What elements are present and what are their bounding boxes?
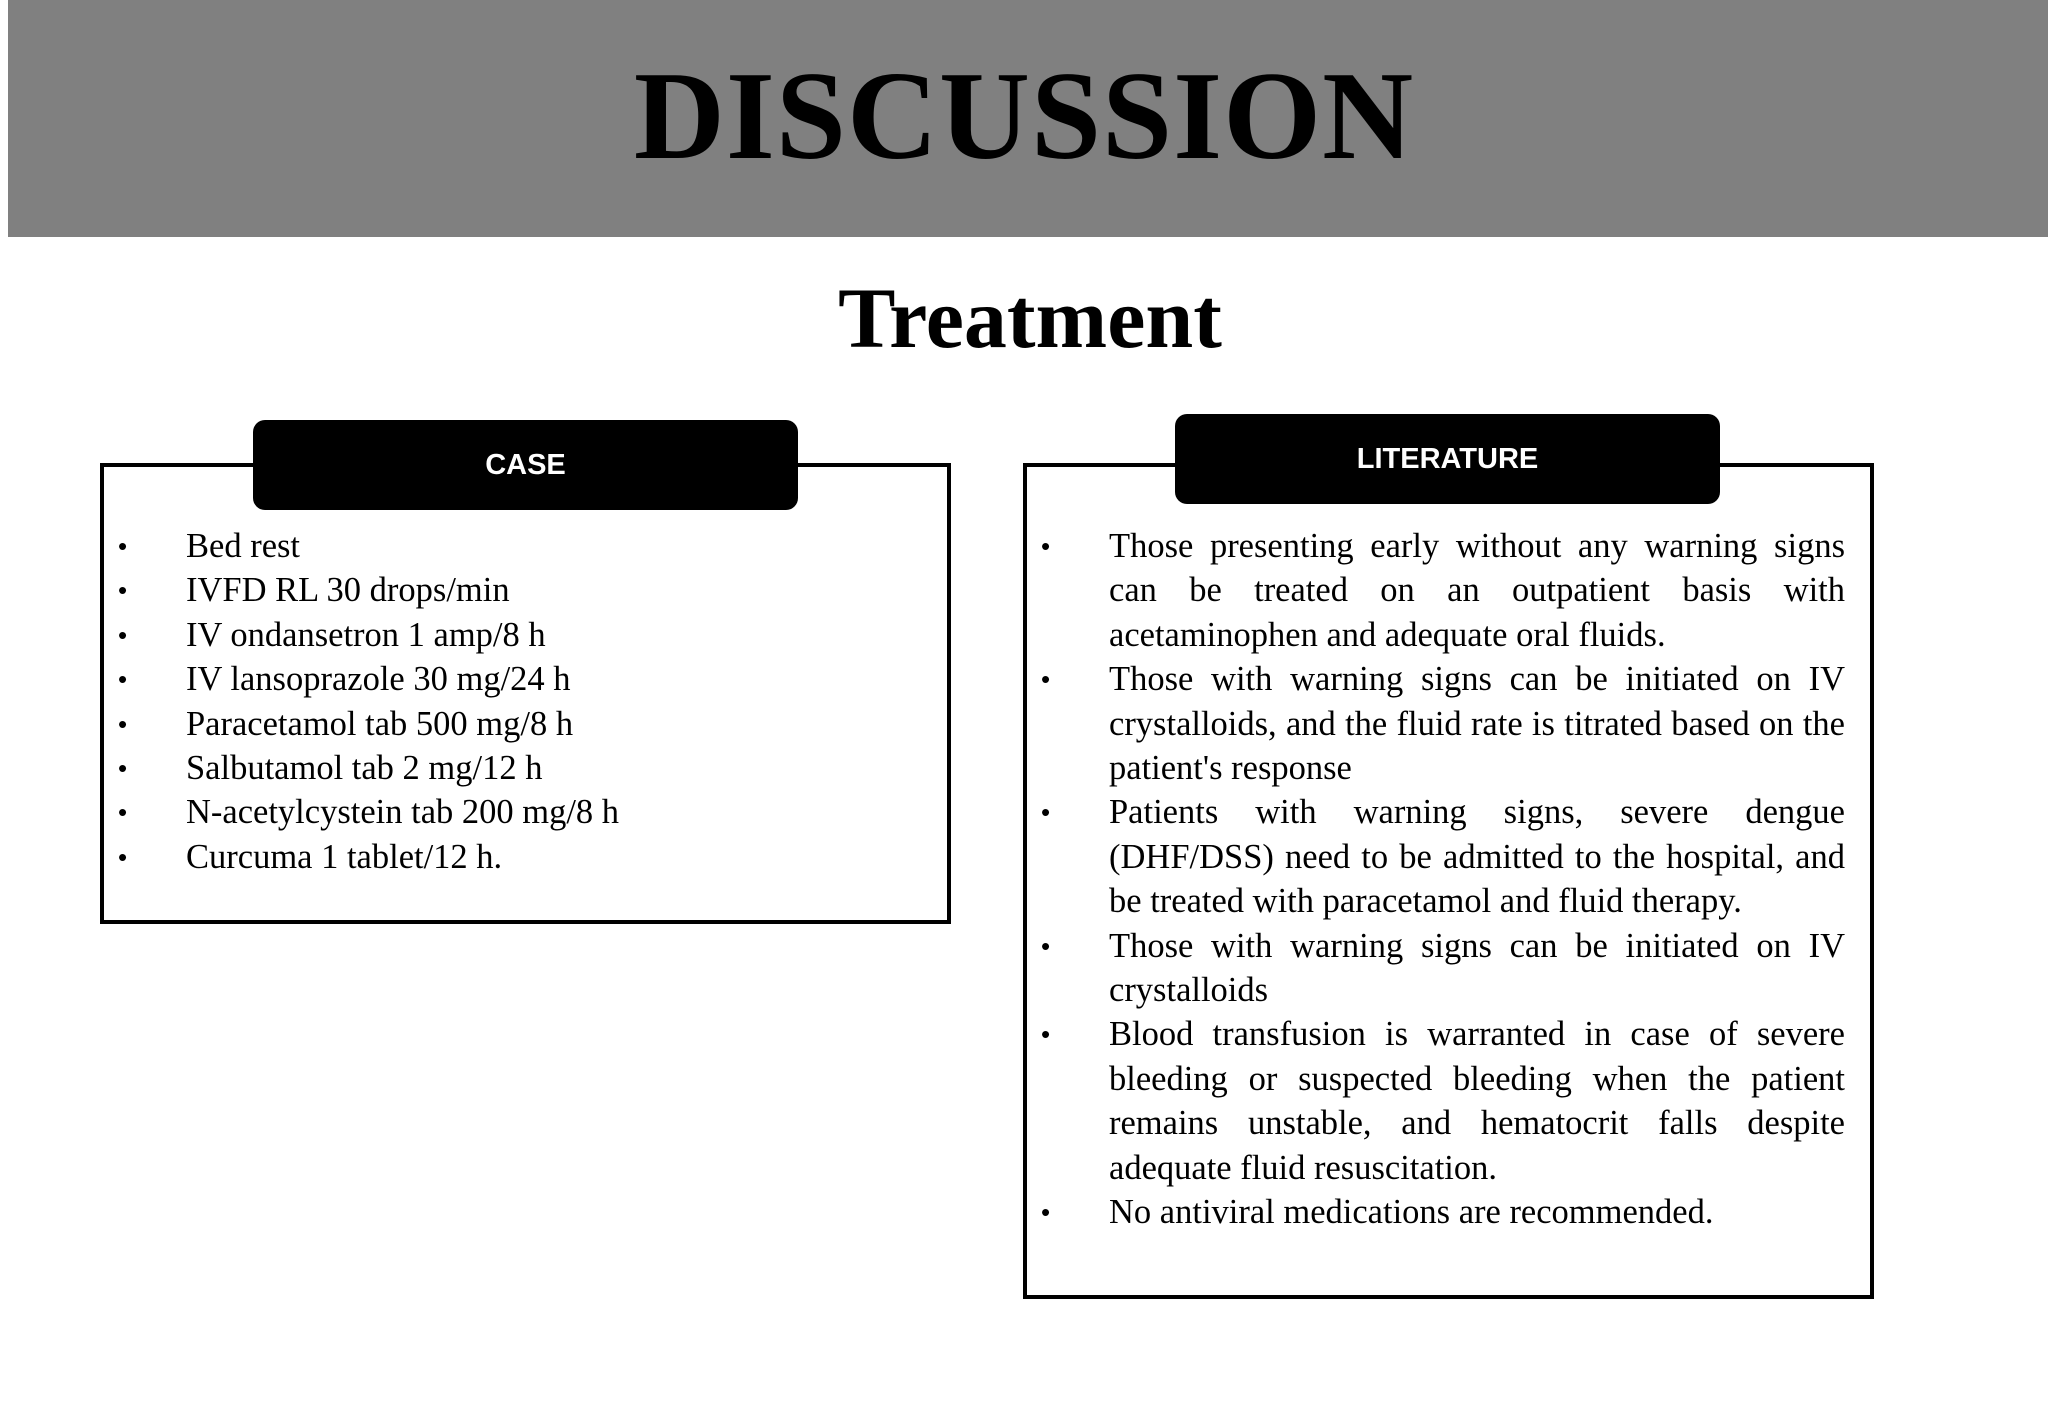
list-item-text: Those with warning signs can be initiated on IV crystalloids, and the fluid rate is titrated based on the patient's response — [1109, 660, 1845, 788]
list-item — [118, 790, 918, 834]
case-panel — [100, 463, 951, 924]
bullet-icon: • — [1041, 531, 1051, 561]
case-list — [118, 524, 918, 879]
list-item-text: N-acetylcystein tab 200 mg/8 h — [186, 793, 620, 832]
literature-list — [1041, 524, 1845, 1235]
bullet-icon: • — [118, 797, 128, 828]
bullet-icon: • — [1041, 1197, 1051, 1228]
list-item-text: Paracetamol tab 500 mg/8 h — [186, 704, 574, 743]
list-item — [1041, 524, 1845, 657]
section-subtitle: Treatment — [838, 270, 1222, 366]
list-item — [118, 568, 918, 612]
list-item — [1041, 790, 1845, 923]
list-item — [1041, 1190, 1845, 1234]
list-item — [1041, 924, 1845, 1013]
literature-panel — [1023, 463, 1874, 1299]
list-item — [118, 702, 918, 746]
bullet-icon: • — [1041, 664, 1051, 695]
case-label: CASE — [253, 420, 798, 510]
list-item-text: Those with warning signs can be initiated on IV crystalloids — [1109, 926, 1845, 1010]
list-item — [118, 657, 918, 701]
slide-title: DISCUSSION — [633, 47, 1415, 186]
list-item — [1041, 657, 1845, 790]
bullet-icon: • — [1041, 1019, 1051, 1050]
list-item-text: Patients with warning signs, severe dengue (DHF/DSS) need to be admitted to the hospital, and be treated with paracetamol and fluid therapy. — [1109, 793, 1845, 921]
list-item — [118, 613, 918, 657]
list-item-text: IVFD RL 30 drops/min — [186, 571, 510, 610]
list-item-text: Salbutamol tab 2 mg/12 h — [186, 749, 543, 788]
list-item — [118, 524, 918, 568]
list-item-text: Those presenting early without any warning signs can be treated on an outpatient basis with acetaminophen and adequate oral fluids. — [1109, 527, 1845, 654]
bullet-icon: • — [118, 619, 128, 650]
list-item-text: No antiviral medications are recommended. — [1109, 1193, 1714, 1232]
list-item-text: Curcuma 1 tablet/12 h. — [186, 837, 503, 876]
list-item-text: Bed rest — [186, 527, 301, 565]
bullet-icon: • — [1041, 930, 1051, 961]
literature-label: LITERATURE — [1175, 414, 1720, 504]
bullet-icon: • — [118, 664, 128, 695]
list-item-text: IV lansoprazole 30 mg/24 h — [186, 660, 571, 699]
bullet-icon: • — [118, 575, 128, 606]
bullet-icon: • — [118, 753, 128, 784]
list-item — [118, 835, 918, 879]
list-item — [118, 746, 918, 790]
bullet-icon: • — [1041, 797, 1051, 828]
list-item — [1041, 1012, 1845, 1190]
list-item-text: IV ondansetron 1 amp/8 h — [186, 615, 546, 654]
bullet-icon: • — [118, 841, 128, 872]
bullet-icon: • — [118, 708, 128, 739]
bullet-icon: • — [118, 531, 128, 561]
list-item-text: Blood transfusion is warranted in case of severe bleeding or suspected bleeding when the patient remains unstable, and hematocrit falls despite adequate fluid resuscitation. — [1109, 1015, 1845, 1187]
